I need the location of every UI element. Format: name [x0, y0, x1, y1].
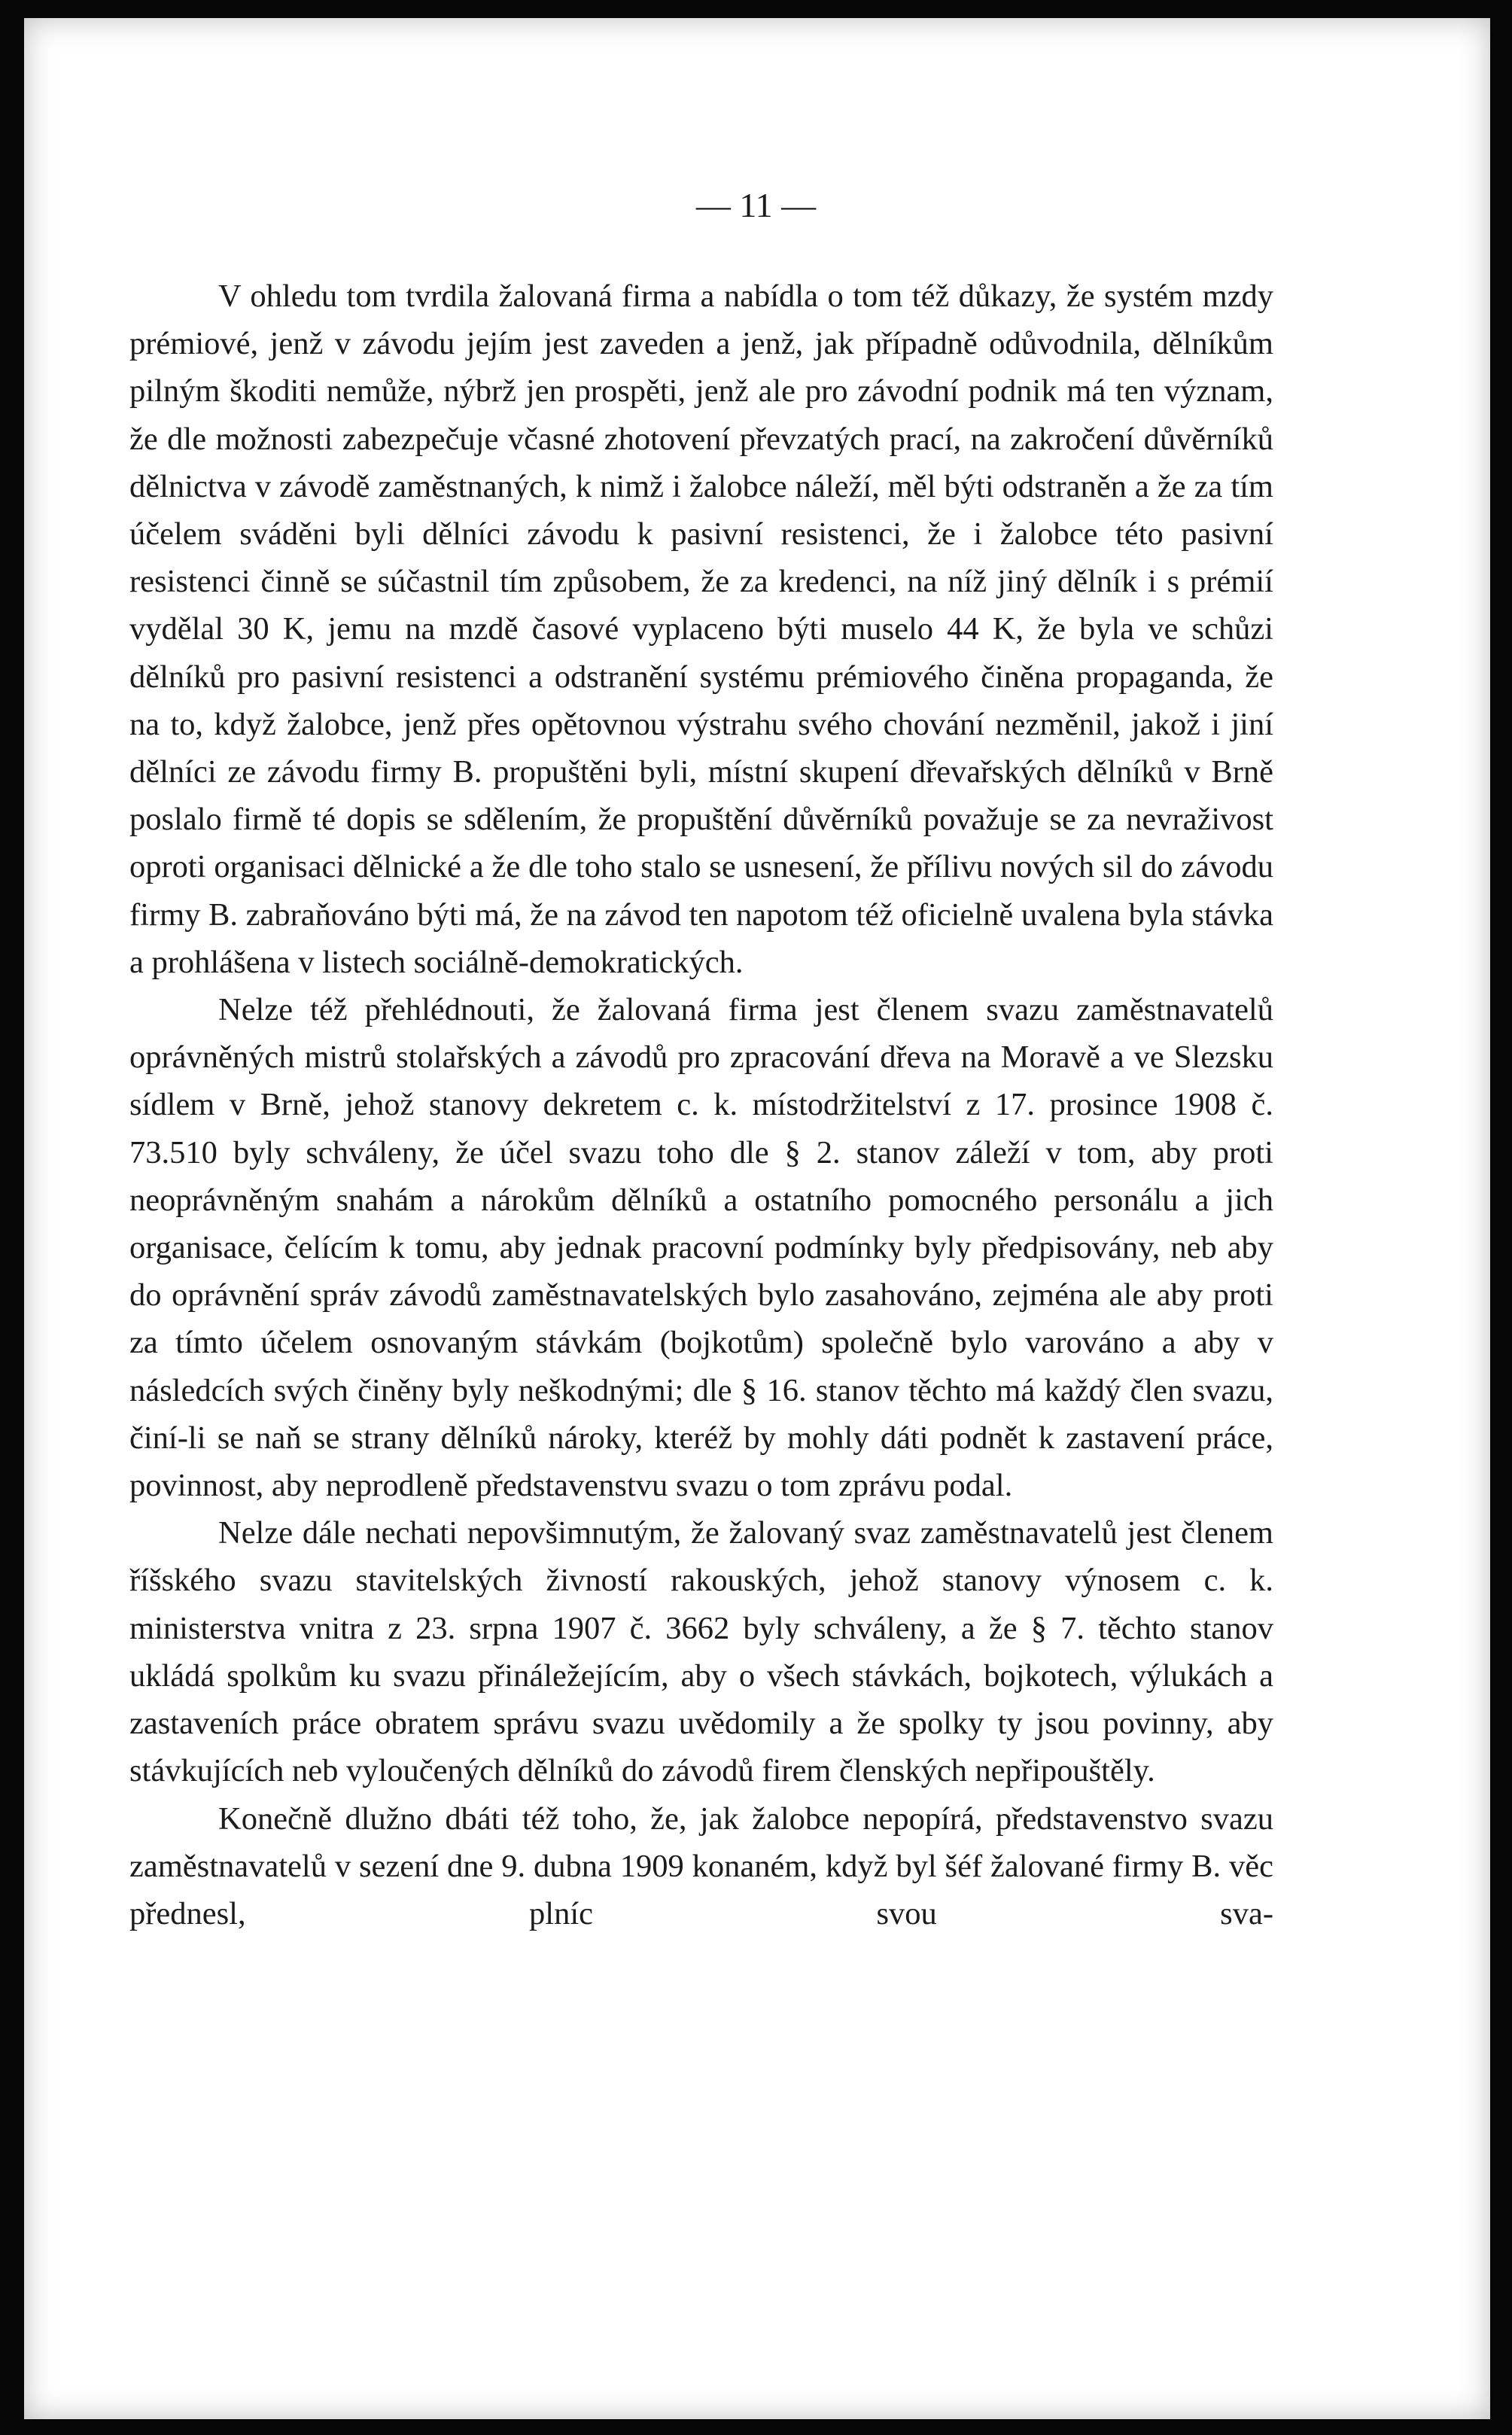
paragraph-3: Nelze dále nechati nepovšimnutým, že žalovaný svaz zaměstnavatelů jest členem říšského svazu stavitelských živností rakouských, jehož stanovy výnosem c. k. ministerstva vnitra z 23. srpna 1907 č. 3662 byly schváleny, a že § 7. těchto stanov ukládá spolkům ku svazu přináležejícím, aby o všech stávkách, bojkotech, výlukách a zastaveních práce obratem správu svazu uvědomily a že spolky ty jsou povinny, aby stávkujících neb vyloučených dělníků do závodů firem členských nepřipouštěly.: [129, 1515, 1273, 1789]
paragraph-1: V ohledu tom tvrdila žalovaná firma a nabídla o tom též důkazy, že systém mzdy prémiové, jenž v závodu jejím jest zaveden a jenž, jak případně odůvodnila, dělníkům pilným škoditi nemůže, nýbrž jen prospěti, jenž ale pro závodní podnik má ten význam, že dle možnosti zabezpečuje včasné zhotovení převzatých prací, na zakročení důvěrníků dělnictva v závodě zaměstnaných, k nimž i žalobce náleží, měl býti odstraněn a že za tím účelem sváděni byli dělníci závodu k pasivní resistenci, že i žalobce této pasivní resistenci činně se súčastnil tím způsobem, že za kredenci, na níž jiný dělník i s prémií vydělal 30 K, jemu na mzdě časové vyplaceno býti muselo 44 K, že byla ve schůzi dělníků pro pasivní resistenci a odstranění systému prémiového činěna propaganda, že na to, když žalobce, jenž přes opětovnou výstrahu svého chování nezměnil, jakož i jiní dělníci ze závodu firmy B. propuštěni byli, místní skupení dřevařských dělníků v Brně poslalo firmě té dopis se sdělením, že propuštění důvěrníků považuje se za nevraživost oproti organisaci dělnické a že dle toho stalo se usnesení, že přílivu nových sil do závodu firmy B. zabraňováno býti má, že na závod ten napotom též oficielně uvalena byla stávka a prohlášena v listech sociálně-demokratických.: [129, 279, 1273, 980]
paragraph-2: Nelze též přehlédnouti, že žalovaná firma jest členem svazu zaměstnavatelů oprávněných mistrů stolařských a závodů pro zpracování dřeva na Moravě a ve Slezsku sídlem v Brně, jehož stanovy dekretem c. k. místodržitelství z 17. prosince 1908 č. 73.510 byly schváleny, že účel svazu toho dle § 2. stanov záleží v tom, aby proti neoprávněným snahám a nárokům dělníků a ostatního pomocného personálu a jich organisace, čelícím k tomu, aby jednak pracovní podmínky byly předpisovány, neb aby do oprávnění správ závodů zaměstnavatelských bylo zasahováno, zejména ale aby proti za tímto účelem osnovaným stávkám (bojkotům) společně bylo varováno a aby v následcích svých činěny byly neškodnými; dle § 16. stanov těchto má každý člen svazu, činí-li se naň se strany dělníků nároky, kteréž by mohly dáti podnět k zastavení práce, povinnost, aby neprodleně představenstvu svazu o tom zprávu podal.: [129, 992, 1273, 1504]
body-text: [129, 272, 1273, 1937]
page-number: — 11 —: [695, 186, 817, 224]
paragraph-4: Konečně dlužno dbáti též toho, že, jak žalobce nepopírá, představenstvo svazu zaměstnavatelů v sezení dne 9. dubna 1909 konaném, když byl šéf žalované firmy B. věc přednesl, plníc svou sva-: [129, 1800, 1273, 1931]
